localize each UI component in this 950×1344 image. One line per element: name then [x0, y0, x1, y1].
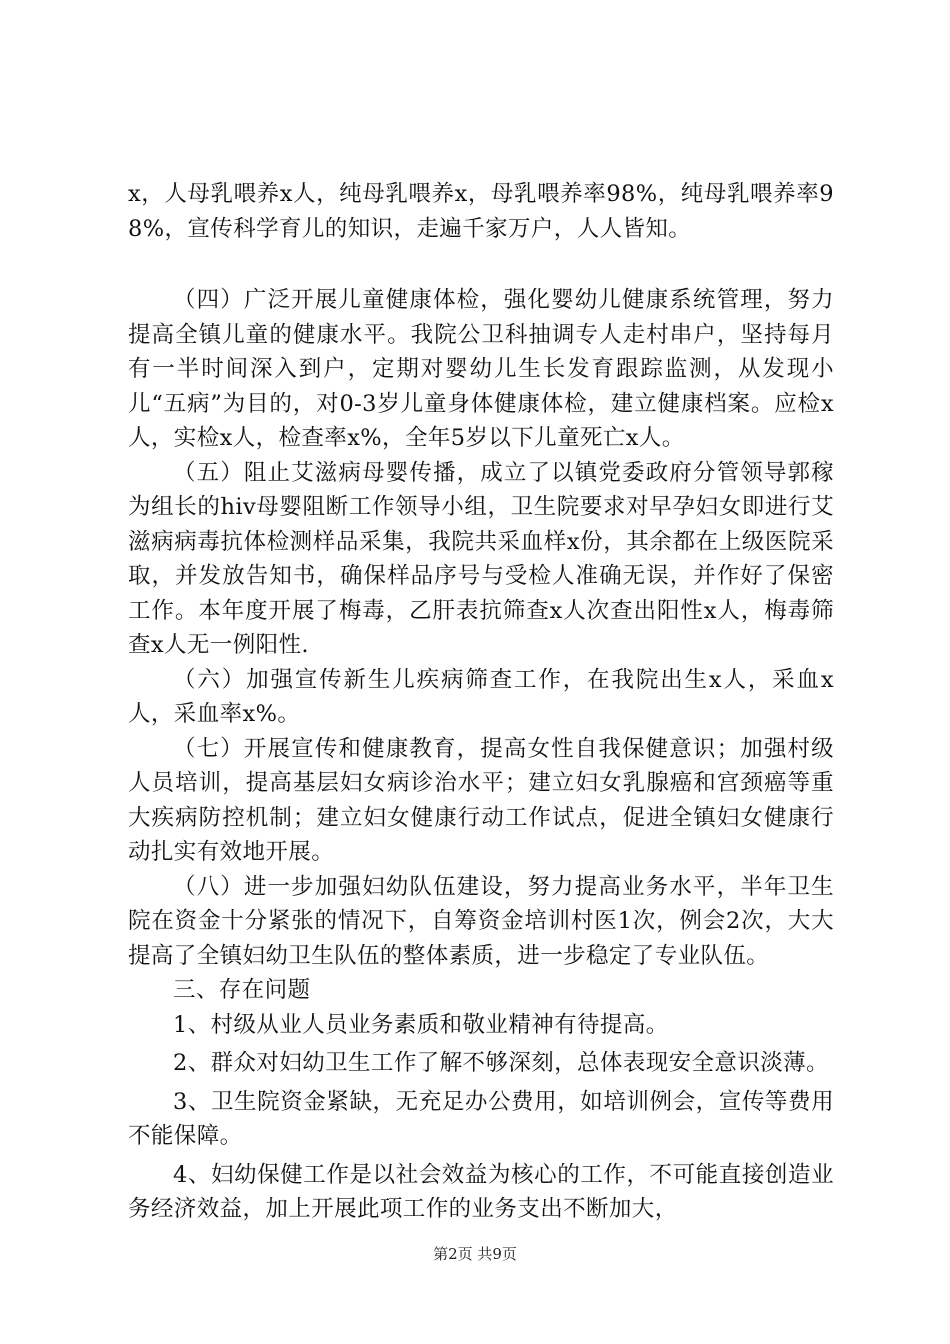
- section-heading-problems: 三、存在问题: [173, 977, 311, 1003]
- paragraph-breastfeeding: x，人母乳喂养x人，纯母乳喂养x，母乳喂养率98%，纯母乳喂养率98%，宣传科学育儿的知识，走遍千家万户，人人皆知。: [128, 181, 834, 242]
- problem-item-4: 4、妇幼保健工作是以社会效益为核心的工作，不可能直接创造业务经济效益，加上开展此项工作的业务支出不断加大，: [128, 1161, 834, 1222]
- problem-item-2: 2、群众对妇幼卫生工作了解不够深刻，总体表现安全意识淡薄。: [173, 1050, 829, 1076]
- page-footer: 第2页 共9页: [433, 1245, 517, 1263]
- problem-item-1: 1、村级从业人员业务素质和敬业精神有待提高。: [173, 1011, 669, 1038]
- paragraph-newborn-screening: （六）加强宣传新生儿疾病筛查工作，在我院出生x人，采血x人，采血率x%。: [128, 666, 834, 727]
- paragraph-team-building: （八）进一步加强妇幼队伍建设，努力提高业务水平，半年卫生院在资金十分紧张的情况下，自筹资金培训村医1次，例会2次，大大提高了全镇妇幼卫生队伍的整体素质，进一步稳定了专业队伍。: [128, 873, 834, 969]
- problem-item-3: 3、卫生院资金紧缺，无充足办公费用，如培训例会，宣传等费用不能保障。: [128, 1088, 834, 1149]
- paragraph-child-health-check: （四）广泛开展儿童健康体检，强化婴幼儿健康系统管理，努力提高全镇儿童的健康水平。我院公卫科抽调专人走村串户，坚持每月有一半时间深入到户，定期对婴幼儿生长发育跟踪监测，从发现小儿“五病”为目的，对0-3岁儿童身体健康体检，建立健康档案。应检x人，实检x人，检查率x%，全年5岁以下儿童死亡x人。: [128, 287, 834, 451]
- paragraph-hiv-prevention: （五）阻止艾滋病母婴传播，成立了以镇党委政府分管领导郭稼为组长的hiv母婴阻断工作领导小组，卫生院要求对早孕妇女即进行艾滋病病毒抗体检测样品采集，我院共采血样x份，其余都在上级医院采取，并发放告知书，确保样品序号与受检人准确无误，并作好了保密工作。本年度开展了梅毒，乙肝表抗筛查x人次查出阳性x人，梅毒筛查x人无一例阳性.: [128, 459, 834, 658]
- paragraph-health-education: （七）开展宣传和健康教育，提高女性自我保健意识；加强村级人员培训，提高基层妇女病诊治水平；建立妇女乳腺癌和宫颈癌等重大疾病防控机制；建立妇女健康行动工作试点，促进全镇妇女健康行动扎实有效地开展。: [128, 735, 834, 865]
- document-body: [128, 177, 834, 1227]
